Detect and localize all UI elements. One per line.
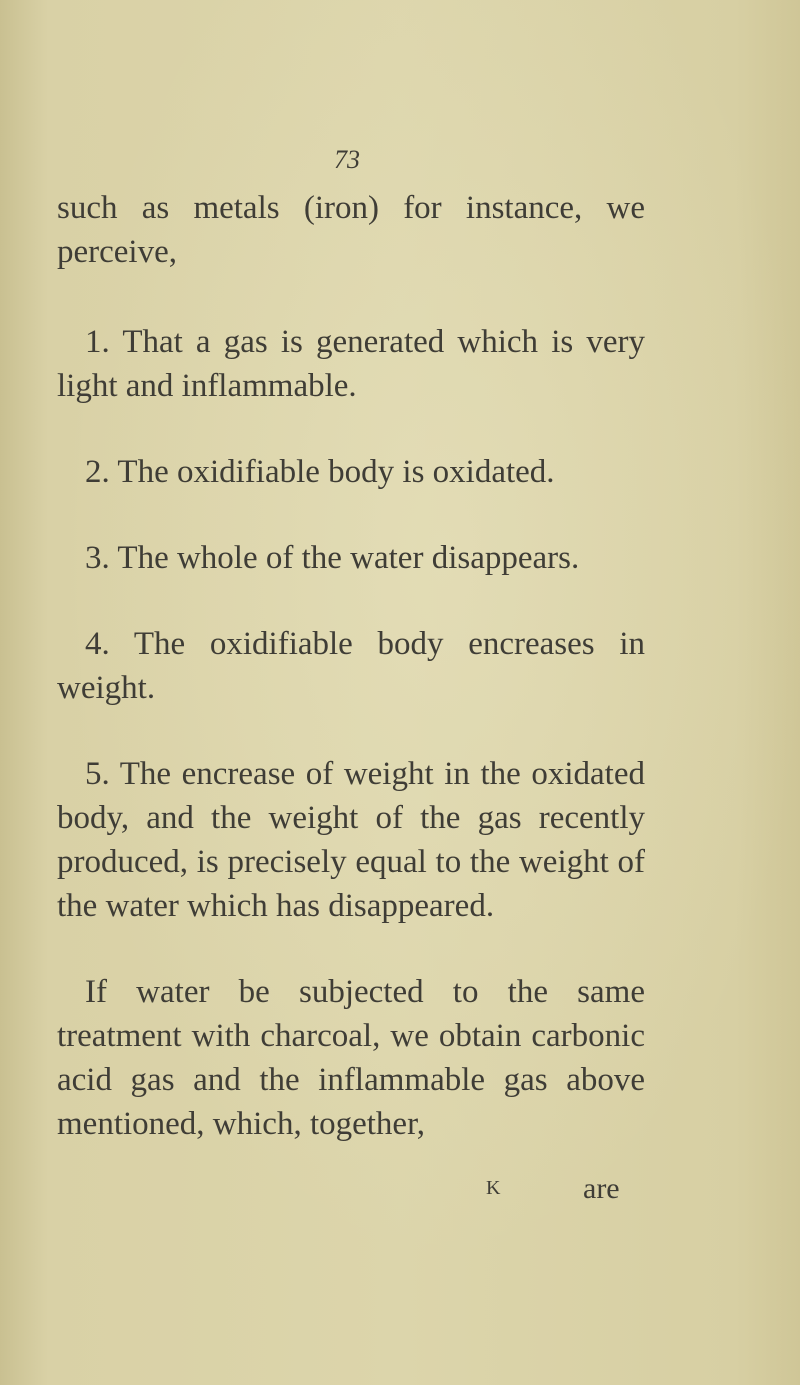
page-number: 73 (334, 145, 360, 174)
list-item-number: 5. (85, 756, 110, 792)
list-item-text: The oxidifiable body encreases in weight. (57, 626, 645, 706)
closing-paragraph: If water be subjected to the same treatment with charcoal, we obtain carbonic acid gas and the inflammable gas above mentioned, which, together, (57, 974, 645, 1142)
body-text (57, 186, 645, 1146)
catchword: are (583, 1172, 620, 1205)
list-item-number: 1. (85, 324, 110, 360)
list-item-5 (57, 752, 645, 928)
list-item-text: That a gas is generated which is very light and inflammable. (57, 324, 645, 404)
list-item-4 (57, 622, 645, 710)
list-item-number: 4. (85, 626, 110, 662)
list-item-text: The whole of the water disappears. (117, 540, 580, 576)
list-item-2 (57, 450, 645, 494)
list-item-number: 2. (85, 454, 110, 490)
signature-mark: K (486, 1177, 502, 1199)
list-item-text: The encrease of weight in the oxidated body, and the weight of the gas recently produced, is precisely equal to the weight of the water which has disappeared. (57, 756, 645, 924)
list-item-number: 3. (85, 540, 110, 576)
page-footer (0, 1172, 800, 1206)
list-item-text: The oxidifiable body is oxidated. (117, 454, 555, 490)
list-item-1 (57, 320, 645, 408)
list-item-3 (57, 536, 645, 580)
intro-paragraph: such as metals (iron) for instance, we perceive, (57, 190, 645, 270)
